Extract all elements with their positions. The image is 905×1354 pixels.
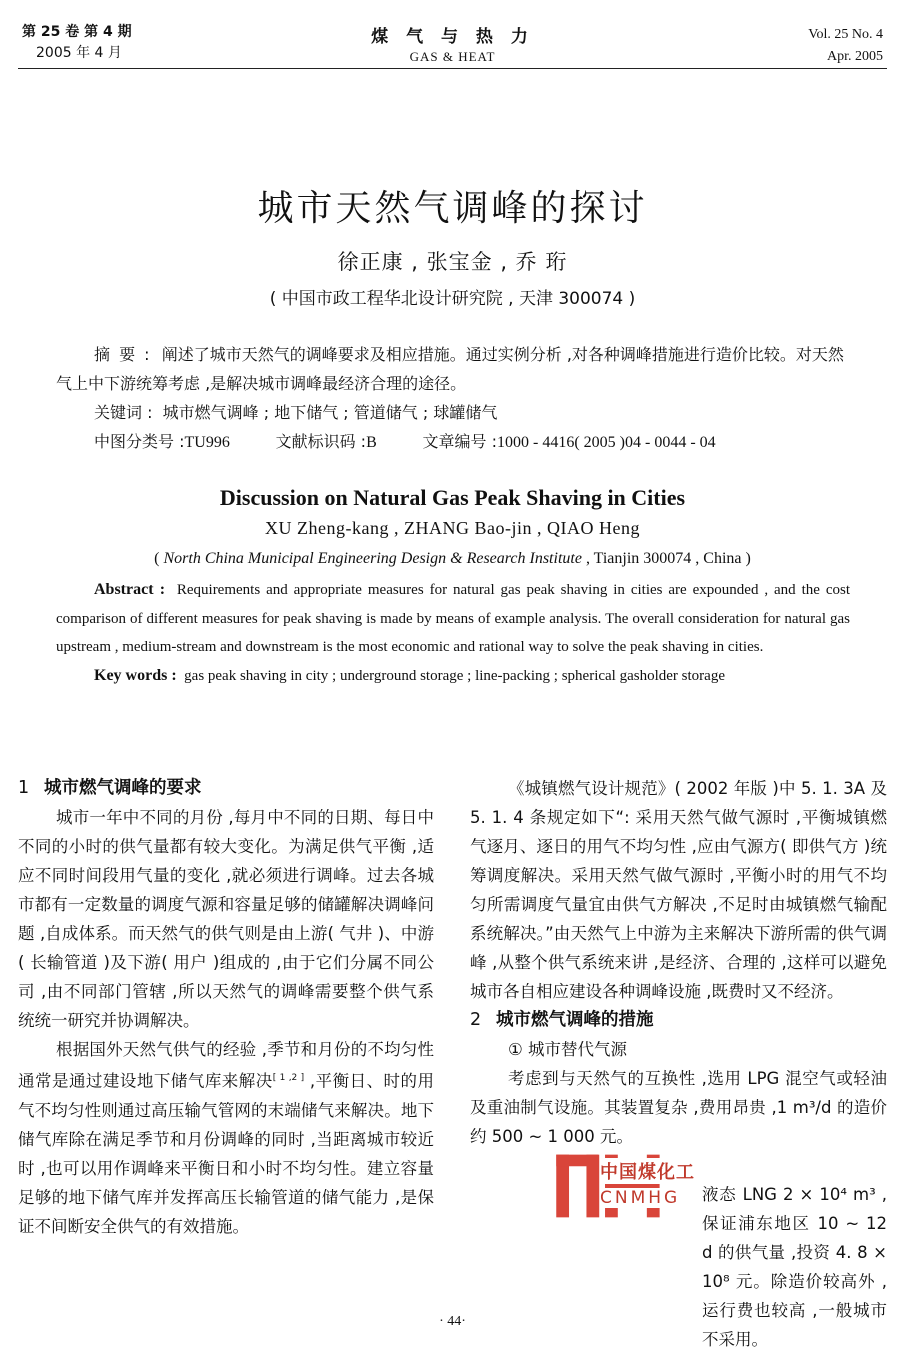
watermark-name-cn: 中国煤化工 — [600, 1158, 695, 1184]
right-para-1: 《城镇燃气设计规范》( 2002 年版 )中 5. 1. 3A 及 5. 1. 4 条规定如下“: 采用天然气做气源时 ,平衡城镇燃气逐月、逐日的用气不均匀性 ,应由气源方( 即供气方 )统筹调度解决。采用天然气做气源时 ,平衡小时的用气不均匀所需调度气量宜由供气方解决 ,不足时由城镇燃气输配系统解决。”由天然气上中游为主来解决下游所需的供气调峰 ,从整个供气系统来讲 ,是经济、合理的 ,这样可以避免城市各自相应建设各种调峰设施 ,既费时又不经济。 — [470, 779, 887, 1001]
volume-en: Vol. 25 No. 4 — [808, 27, 883, 42]
clc-value: TU996 — [184, 434, 230, 451]
abstract-cn — [56, 340, 850, 398]
abstract-en-block — [56, 576, 850, 690]
affiliation-en: ( North China Municipal Engineering Design & Research Institute , Tianjin 300074 , China ) — [154, 550, 751, 567]
clc-label: 中图分类号 : — [94, 432, 185, 451]
section-1-heading — [18, 774, 434, 803]
header-volume-en — [808, 24, 883, 68]
left-column — [18, 774, 434, 1241]
abstract-en-text: Requirements and appropriate measures for natural gas peak shaving in cities are expounded , and the cost comparison of different measures for peak shaving is made by means of example analysis. The overall consideration for natural gas upstream , medium-stream and downstream is the most economic and rational way to solve the peak shaving in cities. — [56, 582, 850, 655]
abstract-cn-text: 阐述了城市天然气的调峰要求及相应措施。通过实例分析 ,对各种调峰措施进行造价比较。对天然气上中下游统筹考虑 ,是解决城市调峰最经济合理的途径。 — [56, 345, 844, 393]
keywords-cn-label: 关键词 : — [94, 403, 153, 422]
right-column — [470, 774, 887, 1354]
affiliation-cn: ( 中国市政工程华北设计研究院 , 天津 300074 ) — [269, 289, 636, 309]
right-para-2a: 考虑到与天然气的互换性 ,选用 LPG 混空气或轻油及重油制气设施。其装置复杂 ,费用昂贵 ,1 m³/d 的造价约 500 ~ 1 000 元。 — [470, 1069, 887, 1146]
section-2-heading — [470, 1006, 887, 1035]
watermark-name-en: CNMHG — [600, 1188, 681, 1208]
doc-label: 文献标识码 : — [275, 432, 367, 451]
section-2-title: 城市燃气调峰的措施 — [496, 1010, 654, 1030]
journal-name — [0, 22, 905, 65]
abstract-cn-block — [56, 340, 850, 457]
authors-cn: 徐正康 , 张宝金 , 乔 珩 — [337, 250, 568, 274]
article-title-en: Discussion on Natural Gas Peak Shaving in Cities — [219, 485, 686, 510]
section-1-para-2-b: ,平衡日、时的用气不均匀性则通过高压输气管网的末端储气来解决。地下储气库除在满足季节和月份调峰的同时 ,当距离城市较近时 ,也可以用作调峰来平衡日和小时不均匀性。建立容量足够的地下储气库并发挥高压长输管道的储气能力 ,是保证不间断安全供气的有效措施。 — [18, 1071, 435, 1236]
right-para-2b: 液态 LNG 2 × 10⁴ m³ ,保证浦东地区 10 ~ 12 d 的供气量 ,投资 4. 8 × 10⁸ 元。除造价较高外 ,运行费也较高 ,一般城市不采用。 — [702, 1185, 887, 1349]
header-rule — [18, 68, 887, 69]
section-1-number: 1 — [18, 778, 30, 798]
classification-line — [56, 427, 850, 457]
journal-cn: 煤 气 与 热 力 — [371, 27, 534, 47]
keywords-cn-text: 城市燃气调峰 ; 地下储气 ; 管道储气 ; 球罐储气 — [162, 403, 498, 422]
affiliation-en-city: , Tianjin 300074 , China — [585, 550, 742, 567]
article-no-label: 文章编号 : — [422, 432, 498, 451]
affiliation-en-institute: North China Municipal Engineering Design & Research Institute — [163, 550, 582, 567]
section-1-para-1: 城市一年中不同的月份 ,每月中不同的日期、每日中不同的小时的供气量都有较大变化。为满足供气平衡 ,适应不同时间段用气量的变化 ,就必须进行调峰。过去各城市都有一定数量的调度气源和容量足够的储罐解决调峰问题 ,自成体系。而天然气的供气则是由上游( 气井 )、中游( 长输管道 )及下游( 用户 )组成的 ,由于它们分属不同公司 ,由不同部门管辖 ,所以天然气的调峰需要整个供气系统统一研究并协调解决。 — [18, 808, 434, 1030]
volume-cn: 第 25 卷 第 4 期 — [22, 24, 132, 40]
doc-value: B — [366, 434, 377, 451]
section-1-para-2 — [18, 1035, 434, 1241]
date-cn: 2005 年 4 月 — [36, 45, 122, 61]
article-no-value: 1000 - 4416( 2005 )04 - 0044 - 04 — [497, 434, 716, 451]
keywords-en-label: Key words : — [94, 666, 177, 684]
page-number: · 44· — [439, 1314, 466, 1329]
subsection-1: ① 城市替代气源 — [508, 1040, 628, 1059]
article-title-cn: 城市天然气调峰的探讨 — [257, 188, 648, 229]
date-en: Apr. 2005 — [827, 49, 883, 64]
section-2-number: 2 — [470, 1010, 482, 1030]
section-1-title: 城市燃气调峰的要求 — [44, 778, 202, 798]
keywords-cn — [56, 398, 850, 427]
journal-en: GAS & HEAT — [409, 49, 496, 64]
keywords-en — [56, 662, 850, 691]
authors-en: XU Zheng-kang , ZHANG Bao-jin , QIAO Heng — [265, 518, 640, 538]
abstract-en — [56, 576, 850, 662]
abstract-cn-label: 摘 要 : — [94, 345, 152, 364]
section-1-para-2-a: 根据国外天然气供气的经验 ,季节和月份的不均匀性通常是通过建设地下储气库来解决 — [18, 1040, 434, 1091]
citation-ref: [ 1 ,2 ] — [272, 1073, 305, 1083]
abstract-en-label: Abstract : — [94, 581, 166, 598]
keywords-en-text: gas peak shaving in city ; underground storage ; line-packing ; spherical gasholder storage — [184, 667, 725, 684]
